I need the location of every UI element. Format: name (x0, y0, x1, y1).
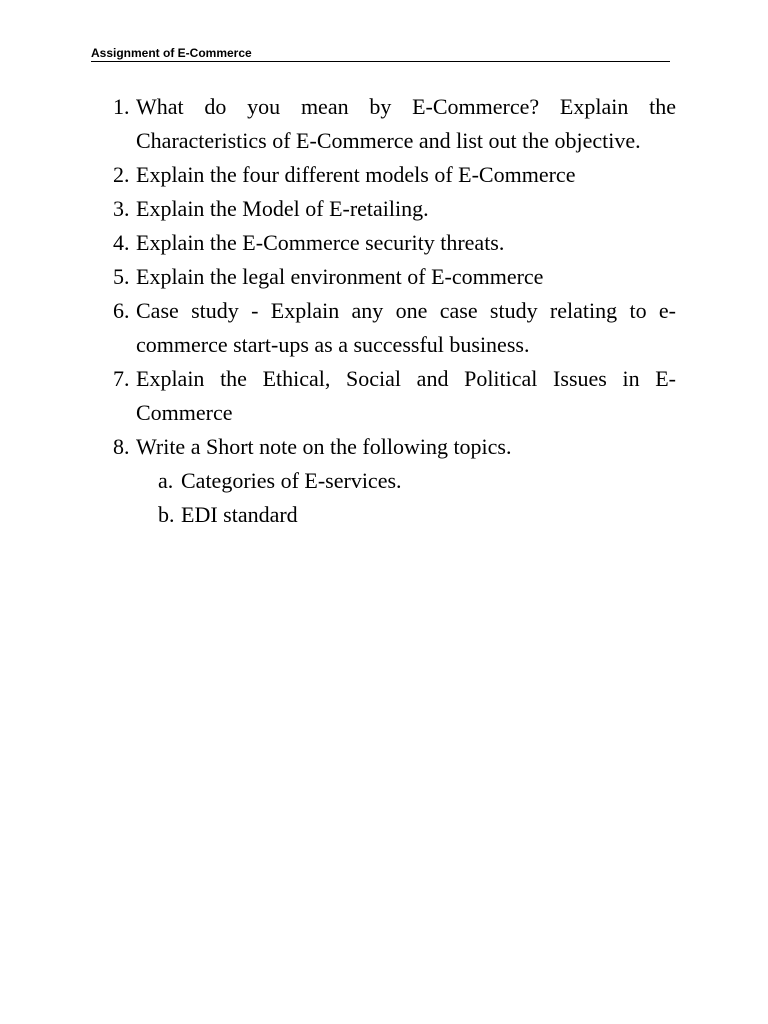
question-list (113, 90, 676, 532)
question-text: Explain the Model of E-retailing. (136, 196, 429, 221)
subtopic-letter: a. (158, 468, 174, 493)
subtopic-text: Categories of E-services. (181, 468, 402, 493)
question-text: Write a Short note on the following topics. (136, 434, 512, 459)
question-item-7 (113, 362, 676, 430)
question-item-3 (113, 192, 676, 226)
question-text: Explain the E-Commerce security threats. (136, 230, 505, 255)
question-item-4 (113, 226, 676, 260)
question-number: 1. (113, 94, 130, 119)
question-number: 2. (113, 162, 130, 187)
subtopic-container (113, 464, 676, 532)
question-text: Explain the Ethical, Social and Political Issues in E-Commerce (136, 366, 676, 425)
question-number: 5. (113, 264, 130, 289)
question-text: What do you mean by E-Commerce? Explain the Characteristics of E-Commerce and list out the objective. (136, 94, 676, 153)
question-number: 3. (113, 196, 130, 221)
subtopic-letter: b. (158, 502, 175, 527)
question-item-1 (113, 90, 676, 158)
question-item-5 (113, 260, 676, 294)
subtopic-item-b (158, 498, 676, 532)
question-text: Explain the four different models of E-Commerce (136, 162, 576, 187)
page-header-title: Assignment of E-Commerce (91, 45, 670, 62)
question-number: 8. (113, 434, 130, 459)
question-item-6 (113, 294, 676, 362)
subtopic-item-a (158, 464, 676, 498)
question-number: 7. (113, 366, 130, 391)
question-item-2 (113, 158, 676, 192)
question-item-8 (113, 430, 676, 464)
question-number: 6. (113, 298, 130, 323)
subtopic-text: EDI standard (181, 502, 298, 527)
question-text: Case study - Explain any one case study relating to e-commerce start-ups as a successful business. (136, 298, 676, 357)
question-text: Explain the legal environment of E-commerce (136, 264, 544, 289)
question-number: 4. (113, 230, 130, 255)
subtopic-list (113, 464, 676, 532)
